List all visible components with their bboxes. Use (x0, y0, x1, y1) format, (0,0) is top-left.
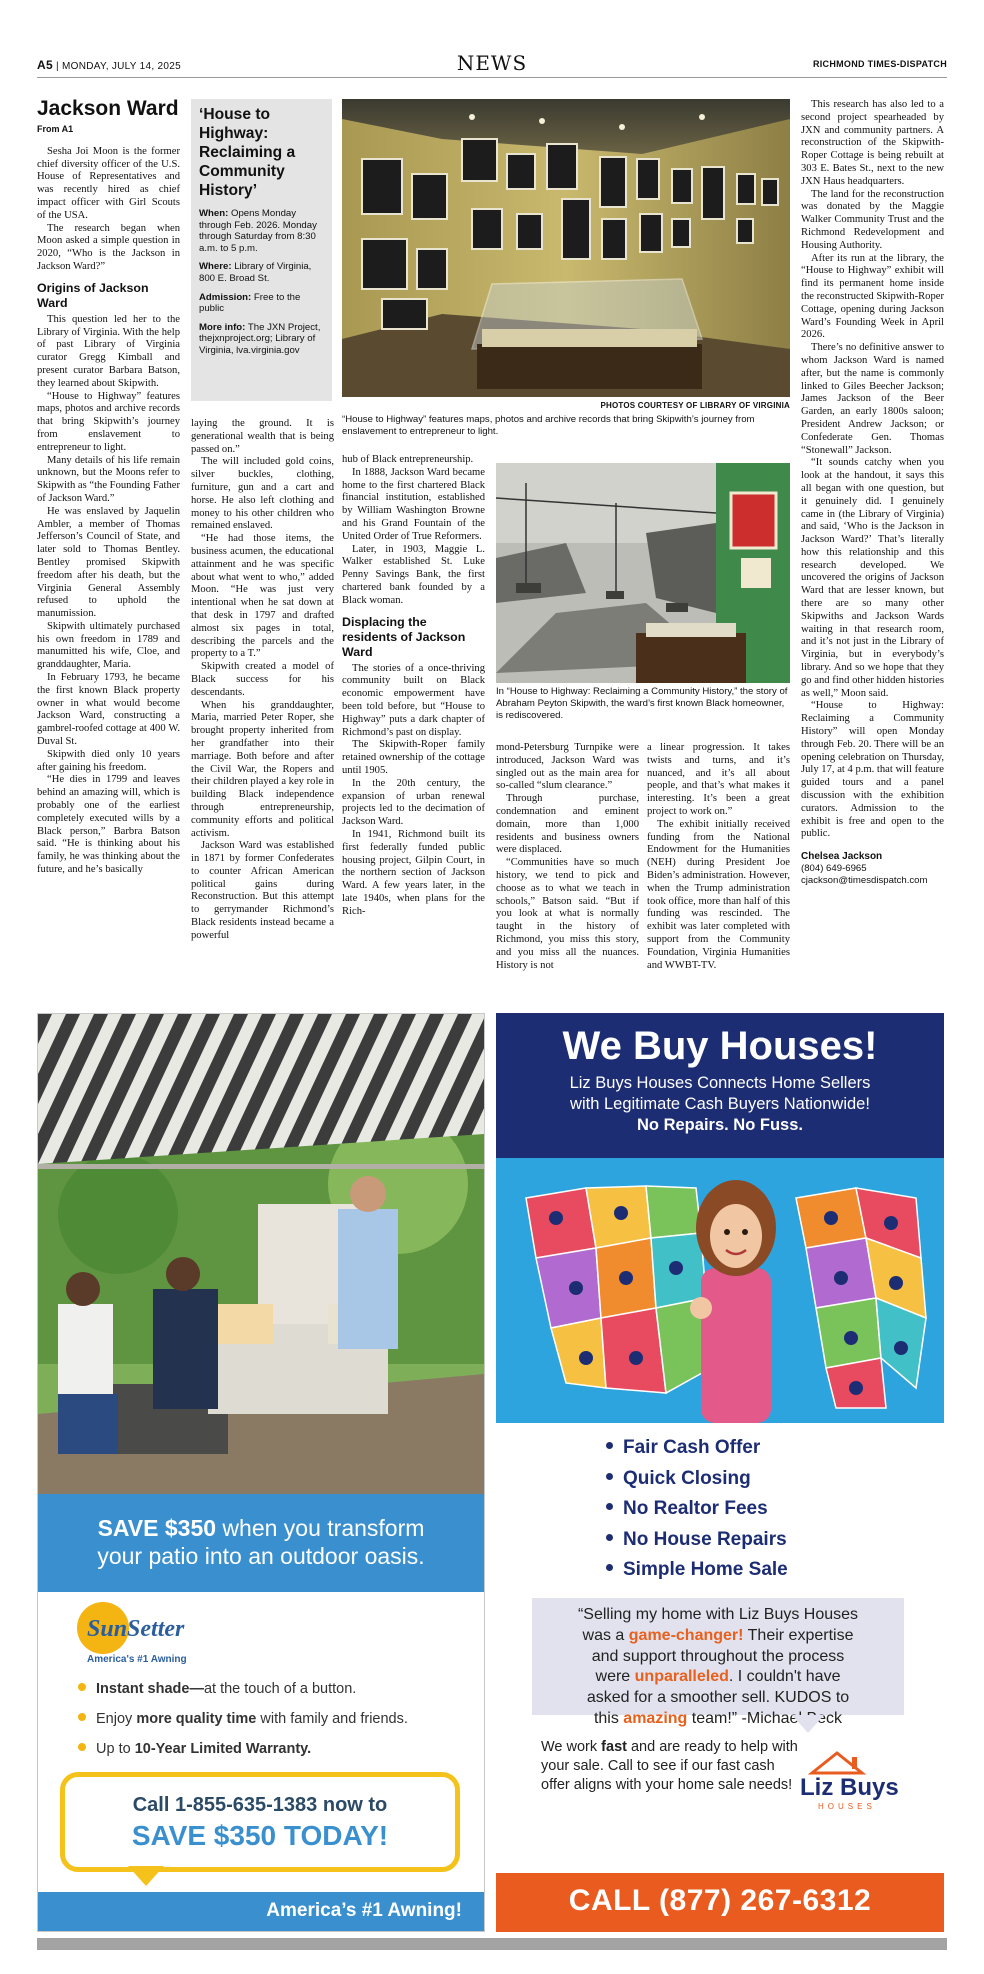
patio-photo (38, 1014, 484, 1494)
article-column-3 (342, 454, 485, 919)
sunsetter-footer: America’s #1 Awning! (38, 1892, 484, 1932)
section-name: NEWS (456, 51, 528, 75)
liz-buys-logo-mark (792, 1743, 922, 1817)
paragraph: Many details of his life remain unknown, but the Moons refer to Skipwith as “the Founding Father of Jackson Ward.” (37, 454, 181, 504)
paragraph: After its run at the library, the “House to Highway” exhibit will find its permanent home inside the reconstructed Skipwith-Roper Cottage, opening during Jackson Ward’s Founding Week in April 2026. (801, 252, 944, 341)
newspaper-name: RICHMOND TIMES-DISPATCH (812, 59, 947, 69)
info-admission: Admission: Free to the public (199, 291, 301, 315)
author-phone: (804) 649-6965 (801, 863, 867, 875)
speech-bubble-tail-icon (792, 1715, 824, 1733)
savings-banner: SAVE $350 when you transform your patio into an outdoor oasis. (38, 1494, 484, 1592)
liz-call-button[interactable]: CALL (877) 267-6312 (496, 1873, 944, 1932)
list-item: Simple Home Sale (606, 1555, 936, 1586)
bullet-icon (606, 1473, 613, 1480)
bullet-icon (78, 1713, 86, 1721)
liz-logo-text: Liz Buys (800, 1774, 899, 1801)
paragraph: “He had those items, the business acumen, the educational attainment and he was specific about what went to who,” added Moon. “He was just very intentional when he sat down at that desk in 1797 and drafted almost six pages in total, describing the parcels and the property to a T.” (191, 533, 334, 660)
sunsetter-call-to-action[interactable] (60, 1772, 460, 1872)
exhibit-mural-photo (496, 463, 790, 683)
article-column-2 (191, 418, 334, 943)
us-map-drawing (496, 1158, 944, 1423)
paragraph: hub of Black entrepreneurship. (342, 454, 474, 465)
paragraph: laying the ground. It is generational wealth that is being passed on.” (191, 418, 334, 455)
paragraph: “House to Highway” features maps, photos and archive records that bring Skipwith’s journey from enslavement to entrepreneur to light. (37, 390, 180, 453)
paragraph: mond-Petersburg Turnpike were introduced, Jackson Ward was singled out as the main area for so-called “slum clearance.” (496, 742, 639, 792)
article-headline: Jackson Ward (37, 97, 179, 120)
page-header (37, 51, 947, 78)
page-folio: A5 | MONDAY, JULY 14, 2025 (37, 58, 181, 72)
paragraph: There’s no definitive answer to whom Jackson Ward is named after, but the name is commonly linked to Giles Beecher Jackson; James Jackson of the Beer Garden, an early 1800s saloon; President Andrew Jackson; or Confederate Gen. Thomas “Stonewall” Jackson. (801, 342, 944, 456)
paragraph: a linear progression. It takes twists and turns, and it’s nuanced, and it’s all about people, and that’s what makes it interesting. It’s been a great project to work on.” (647, 742, 790, 817)
article-column-6 (801, 99, 944, 887)
paragraph: “House to Highway: Reclaiming a Community History” will open Monday through Feb. 20. There will be an opening celebration on Thursday, July 17, at 4 p.m. that will feature guided tours and a panel discussion with the exhibition curators. Admission to the exhibit is free and open to the public. (801, 700, 944, 840)
paragraph: He was enslaved by Jaquelin Ambler, a member of Thomas Jefferson’s Council of State, and later sold to Thomas Bentley. Bentley promised Skipwith freedom after his death, but the Virginia General Assembly refused to uphold the manumission. (37, 505, 180, 620)
article-column-4 (496, 742, 639, 972)
photo-credit: PHOTOS COURTESY OF LIBRARY OF VIRGINIA (600, 401, 790, 410)
gallery-photo-drawing (342, 99, 790, 397)
list-item: Quick Closing (606, 1464, 936, 1495)
paragraph: The exhibit initially received funding from the National Endowment for the Humanities (NEH) during President Joe Biden’s administration. However, when the Trump administration took office, more than half of this funding was rescinded. The exhibit was later completed with support from the Community Foundation, Virginia Humanities and WWBT-TV. (647, 818, 790, 971)
liz-buys-houses-ad[interactable] (496, 1013, 944, 1932)
paragraph: The land for the reconstruction was donated by the Maggie Walker Community Trust and the Richmond Redevelopment and Housing Authority. (801, 188, 944, 251)
paragraph: In 1941, Richmond built its first federally funded public housing project, Gilpin Court, in the northern section of Jackson Ward. A few years later, in the late 1940s, when plans for the Rich- (342, 828, 485, 917)
sunsetter-logo-tagline: America's #1 Awning (87, 1654, 187, 1665)
page-date: MONDAY, JULY 14, 2025 (62, 61, 181, 72)
bullet-icon (78, 1743, 86, 1751)
list-item: No House Repairs (606, 1525, 936, 1556)
bullet-icon (606, 1534, 613, 1541)
testimonial-quote: “Selling my home with Liz Buys Houses was a game-changer! Their expertise and support throughout the process were unparalleled. I couldn't have asked for a smoother sell. KUDOS to this amazing team!” -Michael Beck (532, 1598, 904, 1715)
bullet-icon (78, 1683, 86, 1691)
bullet-icon (606, 1503, 613, 1510)
paragraph: Skipwith ultimately purchased his own freedom in 1789 and manumitted his wife, Cloe, and granddaughter, Maria. (37, 620, 180, 671)
list-item: Fair Cash Offer (606, 1433, 936, 1464)
subhead-displacing: Displacing the residents of Jackson Ward (342, 614, 466, 659)
page-number: A5 (37, 58, 53, 72)
liz-logo-subtext: HOUSES (818, 1802, 876, 1811)
info-more: More info: The JXN Project, thejxnproject.org; Library of Virginia, lva.virginia.gov (199, 321, 321, 356)
mural-photo-drawing (496, 463, 790, 683)
paragraph: Skipwith created a model of Black success for his descendants. (191, 661, 334, 698)
paragraph: Later, in 1903, Maggie L. Walker established St. Luke Penny Savings Bank, the first chartered bank founded by a Black woman. (342, 543, 485, 606)
sunsetter-benefits (78, 1674, 478, 1764)
paragraph: “Communities have so much history, we tend to pick and choose as to what we teach in schools,” Batson said. “But if you look at what is normally taught in the history of Richmond, you miss this story, and you miss all the nuances. History is not (496, 857, 639, 971)
save-offer: SAVE $350 TODAY! (131, 1820, 389, 1851)
speech-bubble-tail-icon (128, 1866, 164, 1886)
subhead-origins: Origins of Jackson Ward (37, 280, 149, 310)
list-item: Instant shade—at the touch of a button. (78, 1674, 478, 1704)
author-email[interactable]: cjackson@timesdispatch.com (801, 875, 928, 887)
liz-ad-pitch: We work fast and are ready to help with your sale. Call to see if our fast cash offer aligns with your home sale needs! (541, 1739, 798, 1793)
sunsetter-ad[interactable] (37, 1013, 485, 1932)
author-byline (801, 851, 944, 887)
paragraph: This question led her to the Library of Virginia. With the help of past Library of Virginia curator Gregg Kimball and present curator Barbara Batson, they learned about Skipwith. (37, 313, 180, 389)
patio-photo-drawing (38, 1014, 484, 1494)
paragraph: The stories of a once-thriving community built on Black economic empowerment have been told before, but “House to Highway” puts a dark chapter of Richmond’s past on display. (342, 662, 485, 738)
paragraph: When his granddaughter, Maria, married Peter Roper, she brought property inherited from her grandfather into their marriage. Both before and after the Civil War, the Ropers and their children played a key role in building Black independence through entrepreneurship, community efforts and political activism. (191, 699, 334, 839)
list-item: Enjoy more quality time with family and friends. (78, 1704, 478, 1734)
sunsetter-logo-mark (75, 1596, 235, 1671)
list-item: Up to 10-Year Limited Warranty. (78, 1734, 478, 1764)
paragraph: In the 20th century, the expansion of urban renewal projects led to the decimation of Jackson Ward. (342, 777, 485, 828)
paragraph: Through purchase, condemnation and eminent domain, more than 1,000 residents and business owners were displaced. (496, 793, 639, 856)
us-map-illustration (496, 1158, 944, 1423)
exhibit-info-box (191, 99, 332, 401)
liz-benefits-list (606, 1433, 936, 1586)
paragraph: The will included gold coins, silver buckles, clothing, furniture, gun and a cart and horse. He also left clothing and money to his other children who remained enslaved. (191, 456, 334, 532)
photo-caption-2: In “House to Highway: Reclaiming a Community History,” the story of Abraham Peyton Skipwith, the ward’s first known Black homeowner, is rediscovered. (496, 686, 788, 721)
info-when: When: Opens Monday through Feb. 2026. Monday through Saturday from 8:30 a.m. to 5 p.m. (199, 208, 317, 254)
paragraph: In 1888, Jackson Ward became home to the first chartered Black financial institution, established by William Washington Browne and his Grand Fountain of the United Order of True Reformers. (342, 466, 485, 542)
sunsetter-logo (75, 1596, 235, 1671)
paragraph: “He dies in 1799 and leaves behind an amazing will, which is probably one of the earliest completely executed wills by a Black person,” Barbra Batson said. “He is thinking about his family, he was thinking about the future, and he’s basically (37, 774, 180, 876)
liz-ad-title: We Buy Houses! (562, 1024, 878, 1068)
paragraph: Jackson Ward was established in 1871 by former Confederates to counter African American political gains during Reconstruction. But this attempt to gerrymander Richmond’s Black residents instead became a powerful (191, 840, 334, 941)
author-name: Chelsea Jackson (801, 851, 883, 863)
paragraph: “It sounds catchy when you look at the handout, it says this all began with one question, but it genuinely did. I genuinely came in (the Library of Virginia) and said, ‘Who is the Jackson in Jackson Ward?’ That’s literally how this relationship and this research developed. We uncovered the origins of Jackson Ward that are lesser known, but there are so many other Skipwiths and Jackson Wards waiting in that research room, and it’s not just in the Library of Virginia, but in everybody’s library. And so we hope that they go and find other hidden histories as well,” Moon said. (801, 457, 944, 699)
liz-buys-logo (792, 1743, 922, 1817)
article-column-1 (37, 97, 180, 877)
list-item: No Realtor Fees (606, 1494, 936, 1525)
bullet-icon (606, 1564, 613, 1571)
paragraph: This research has also led to a second project spearheaded by JXN and community partners. A reconstruction of the Skipwith-Roper Cottage is being rebuilt at 303 E. Bates St., next to the new JXN Haus headquarters. (801, 99, 944, 187)
phone-line[interactable]: Call 1-855-635-1383 now to (132, 1794, 388, 1816)
paragraph: The research began when Moon asked a simple question in 2020, “Who is the Jackson in Jackson Ward?” (37, 222, 180, 272)
liz-ad-header: We Buy Houses! Liz Buys Houses Connects Home Sellers with Legitimate Cash Buyers Nationwide! No Repairs. No Fuss. (496, 1013, 944, 1158)
liz-ad-body (496, 1423, 944, 1873)
exhibit-gallery-photo (342, 99, 790, 397)
sunsetter-logo-text: SunSetter (87, 1616, 185, 1642)
jump-line: From A1 (37, 124, 74, 134)
paragraph: The Skipwith-Roper family retained ownership of the cottage until 1905. (342, 739, 485, 776)
info-where: Where: Library of Virginia, 800 E. Broad St. (199, 261, 312, 284)
info-box-title: ‘House to Highway: Reclaiming a Community History’ (199, 106, 296, 199)
paragraph: Sesha Joi Moon is the former chief diversity officer of the U.S. House of Representatives and was recently hired as chief impact officer with Girl Scouts of the USA. (37, 145, 180, 221)
photo-caption-1: “House to Highway” features maps, photos and archive records that bring Skipwith’s journey from enslavement to entrepreneur to light. (342, 414, 755, 437)
article-column-5 (647, 742, 790, 972)
paragraph: In February 1793, he became the first known Black property owner in what would become Jackson Ward, constructing a gambrel-roofed cottage at 400 W. Duval St. (37, 672, 180, 748)
paragraph: Skipwith died only 10 years after gaining his freedom. (37, 748, 180, 773)
page-bottom-bar (37, 1938, 947, 1950)
bullet-icon (606, 1442, 613, 1449)
